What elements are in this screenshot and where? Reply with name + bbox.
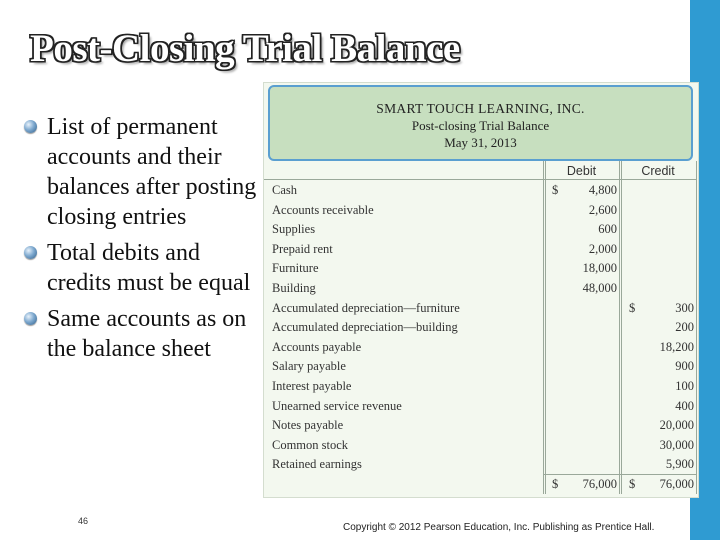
debit-amount: 48,000	[582, 281, 617, 295]
credit-column-header: Credit	[641, 164, 675, 178]
table-row	[267, 259, 695, 279]
credit-currency-sign: $	[629, 477, 636, 491]
account-name: Unearned service revenue	[272, 398, 402, 413]
debit-amount: 2,000	[588, 241, 617, 256]
table-row	[267, 201, 695, 221]
credit-right-rule	[696, 161, 697, 494]
debit-column-header: Debit	[566, 164, 597, 178]
debit-amount: 18,000	[582, 261, 617, 276]
bullet-text: Total debits and credits must be equal	[47, 240, 251, 296]
table-row	[267, 416, 695, 436]
account-name: Retained earnings	[272, 457, 362, 472]
table-row	[267, 240, 695, 260]
debit-amount: 2,600	[588, 202, 617, 217]
account-name: Supplies	[272, 222, 316, 237]
table-row	[267, 357, 695, 377]
account-name: Furniture	[272, 261, 319, 276]
account-name: Building	[272, 281, 316, 295]
table-row	[267, 338, 695, 358]
header-divider	[264, 179, 696, 180]
table-row	[267, 220, 695, 240]
report-date: May 31, 2013	[444, 135, 517, 150]
table-row	[267, 455, 695, 475]
credit-amount: 400	[675, 398, 694, 413]
copyright-notice: Copyright © 2012 Pearson Education, Inc. Publishing as Prentice Hall.	[343, 522, 655, 533]
debit-currency-sign: $	[552, 477, 559, 491]
table-row	[267, 397, 695, 417]
credit-amount: 76,000	[659, 477, 694, 491]
account-name: Accumulated depreciation—building	[272, 320, 458, 335]
credit-amount: 300	[675, 300, 694, 315]
trial-balance-table	[263, 82, 699, 498]
debit-amount: 600	[598, 222, 617, 237]
account-name: Accounts receivable	[272, 202, 374, 217]
credit-amount: 5,900	[665, 457, 694, 472]
report-title: Post-closing Trial Balance	[411, 118, 550, 133]
account-name: Accounts payable	[272, 339, 362, 354]
account-name: Prepaid rent	[272, 241, 333, 256]
debit-amount: 76,000	[582, 477, 617, 491]
credit-amount: 30,000	[659, 437, 694, 452]
bullet-icon	[24, 312, 37, 325]
account-name: Notes payable	[272, 418, 344, 433]
credit-currency-sign: $	[629, 300, 636, 315]
table-row	[267, 377, 695, 397]
table-row	[267, 299, 695, 319]
account-name: Accumulated depreciation—furniture	[272, 300, 460, 315]
table-header-box	[268, 85, 693, 161]
bullet-item	[24, 112, 260, 232]
totals-row	[267, 475, 695, 495]
bullet-item	[24, 238, 260, 298]
credit-amount: 900	[675, 359, 694, 374]
bullet-item	[24, 304, 260, 364]
table-row	[267, 181, 695, 201]
table-row	[267, 436, 695, 456]
account-name: Common stock	[272, 437, 349, 452]
credit-amount: 100	[675, 379, 694, 393]
debit-amount: 4,800	[588, 183, 617, 197]
bullet-text: Same accounts as on the balance sheet	[47, 306, 247, 362]
credit-amount: 18,200	[659, 339, 694, 354]
account-name: Interest payable	[272, 379, 352, 393]
slide-title: Post-Closing Trial Balance	[30, 27, 460, 70]
bullet-text: List of permanent accounts and their balances after posting closing entries	[47, 114, 257, 230]
account-name: Salary payable	[272, 359, 346, 374]
account-name: Cash	[272, 183, 297, 197]
bullet-icon	[24, 120, 37, 133]
debit-currency-sign: $	[552, 183, 559, 197]
company-name: SMART TOUCH LEARNING, INC.	[376, 101, 585, 116]
credit-amount: 20,000	[659, 418, 694, 433]
slide-number: 46	[78, 516, 89, 526]
table-row	[267, 279, 695, 299]
bullet-list	[24, 112, 260, 370]
table-row	[267, 318, 695, 338]
credit-amount: 200	[675, 320, 694, 335]
bullet-icon	[24, 246, 37, 259]
